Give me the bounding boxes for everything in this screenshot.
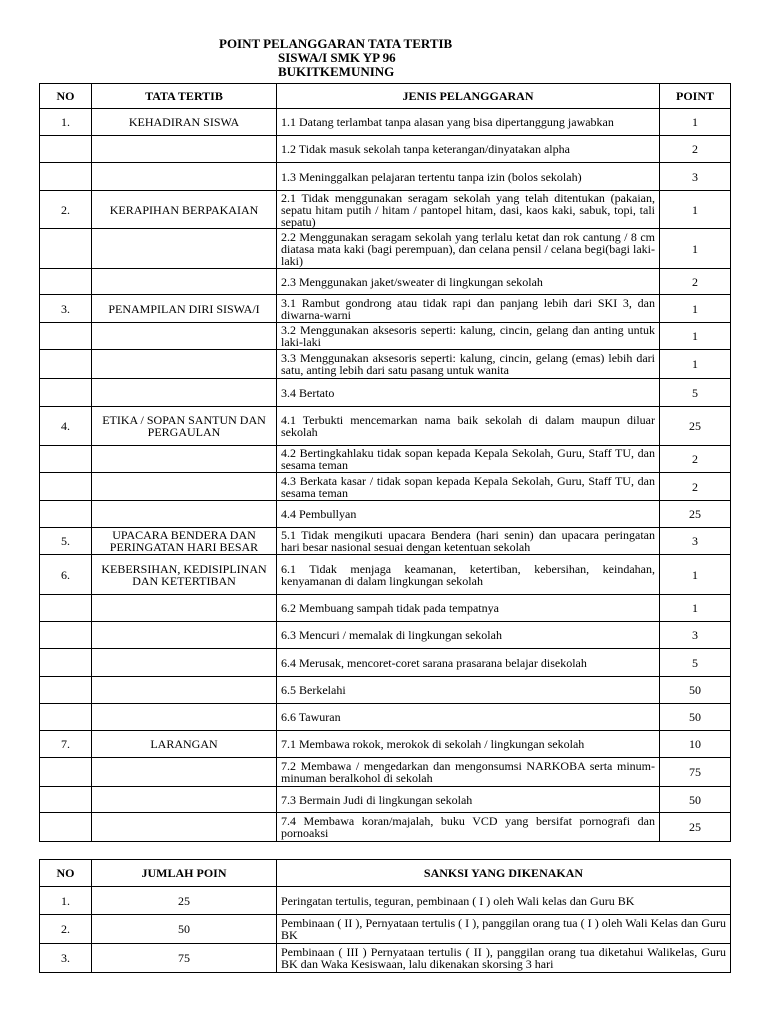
row-number: [40, 622, 92, 649]
row-category: [92, 787, 277, 813]
row-point: 50: [660, 677, 731, 704]
row-number: [40, 501, 92, 528]
row-violation: 6.2 Membuang sampah tidak pada tempatnya: [277, 595, 660, 622]
row-point: 2: [660, 446, 731, 473]
sanction-points: 75: [92, 944, 277, 973]
row-category: [92, 473, 277, 501]
sanction-row: [40, 944, 731, 973]
row-category: [92, 323, 277, 350]
row-violation: 5.1 Tidak mengikuti upacara Bendera (hari senin) dan upacara peringatan hari besar nasional sesuai dengan ketentuan sekolah: [277, 528, 660, 555]
row-category: KEBERSIHAN, KEDISIPLINAN DAN KETERTIBAN: [92, 555, 277, 595]
row-violation: 3.3 Menggunakan aksesoris seperti: kalung, cincin, gelang (emas) lebih dari satu, anting lebih dari satu pasang untuk wanita: [277, 350, 660, 379]
row-number: [40, 677, 92, 704]
row-category: [92, 379, 277, 407]
row-number: [40, 813, 92, 842]
row-violation: 7.3 Bermain Judi di lingkungan sekolah: [277, 787, 660, 813]
row-category: [92, 813, 277, 842]
row-number: 2.: [40, 191, 92, 229]
row-number: [40, 379, 92, 407]
row-violation: 7.1 Membawa rokok, merokok di sekolah / lingkungan sekolah: [277, 731, 660, 758]
table-header-row: [40, 84, 731, 109]
row-category: [92, 269, 277, 295]
row-violation: 1.1 Datang terlambat tanpa alasan yang bisa dipertanggung jawabkan: [277, 109, 660, 136]
row-number: [40, 595, 92, 622]
row-number: 7.: [40, 731, 92, 758]
row-point: 50: [660, 787, 731, 813]
row-point: 2: [660, 473, 731, 501]
table-row: [40, 323, 731, 350]
sanction-text: Pembinaan ( III ) Pernyataan tertulis ( II ), panggilan orang tua diketahui Walikelas, Guru BK dan Waka Kesiswaan, lalu dikenakan skorsing 3 hari: [277, 944, 731, 973]
row-number: [40, 136, 92, 163]
row-category: PENAMPILAN DIRI SISWA/I: [92, 295, 277, 323]
row-violation: 4.2 Bertingkahlaku tidak sopan kepada Kepala Sekolah, Guru, Staff TU, dan sesama teman: [277, 446, 660, 473]
row-point: 1: [660, 191, 731, 229]
row-point: 2: [660, 269, 731, 295]
table-row: [40, 787, 731, 813]
row-category: [92, 163, 277, 191]
row-point: 5: [660, 379, 731, 407]
row-point: 75: [660, 758, 731, 787]
table-row: [40, 649, 731, 677]
row-point: 1: [660, 595, 731, 622]
row-category: [92, 136, 277, 163]
row-point: 25: [660, 407, 731, 446]
row-violation: 1.2 Tidak masuk sekolah tanpa keterangan/dinyatakan alpha: [277, 136, 660, 163]
row-violation: 6.1 Tidak menjaga keamanan, ketertiban, kebersihan, keindahan, kenyamanan di dalam lingkungan sekolah: [277, 555, 660, 595]
row-point: 2: [660, 136, 731, 163]
row-category: [92, 350, 277, 379]
row-point: 3: [660, 163, 731, 191]
row-category: KERAPIHAN BERPAKAIAN: [92, 191, 277, 229]
row-violation: 6.6 Tawuran: [277, 704, 660, 731]
sanction-header-row: [40, 860, 731, 887]
table-row: [40, 501, 731, 528]
table-row: [40, 731, 731, 758]
row-point: 1: [660, 229, 731, 269]
table-row: [40, 677, 731, 704]
table-row: [40, 407, 731, 446]
header-point: POINT: [660, 84, 731, 109]
row-violation: 6.5 Berkelahi: [277, 677, 660, 704]
row-violation: 7.2 Membawa / mengedarkan dan mengonsumsi NARKOBA serta minum-minuman beralkohol di sekolah: [277, 758, 660, 787]
header-jenis-pelanggaran: JENIS PELANGGARAN: [277, 84, 660, 109]
sanction-number: 2.: [40, 915, 92, 944]
row-point: 3: [660, 528, 731, 555]
row-number: [40, 649, 92, 677]
row-violation: 2.2 Menggunakan seragam sekolah yang terlalu ketat dan rok cantung / 8 cm diatasa mata kaki (bagi perempuan), dan celana pensil / celana begi(bagi laki-laki): [277, 229, 660, 269]
row-point: 5: [660, 649, 731, 677]
sanction-number: 3.: [40, 944, 92, 973]
table-row: [40, 191, 731, 229]
table-row: [40, 350, 731, 379]
header-tata-tertib: TATA TERTIB: [92, 84, 277, 109]
title-line-2: SISWA/I SMK YP 96: [278, 50, 396, 65]
table-row: [40, 622, 731, 649]
row-number: 3.: [40, 295, 92, 323]
row-number: [40, 269, 92, 295]
row-category: KEHADIRAN SISWA: [92, 109, 277, 136]
table-row: [40, 473, 731, 501]
table-row: [40, 758, 731, 787]
header-sanksi: SANKSI YANG DIKENAKAN: [277, 860, 731, 887]
table-row: [40, 595, 731, 622]
table-row: [40, 136, 731, 163]
header-jumlah-poin: JUMLAH POIN: [92, 860, 277, 887]
table-row: [40, 109, 731, 136]
row-number: [40, 323, 92, 350]
row-category: [92, 622, 277, 649]
row-violation: 2.3 Menggunakan jaket/sweater di lingkungan sekolah: [277, 269, 660, 295]
title-line-3: BUKITKEMUNING: [278, 64, 395, 79]
row-point: 50: [660, 704, 731, 731]
sanction-row: [40, 887, 731, 915]
title-line-1: POINT PELANGGARAN TATA TERTIB: [219, 36, 453, 51]
row-number: [40, 229, 92, 269]
row-violation: 6.4 Merusak, mencoret-coret sarana prasarana belajar disekolah: [277, 649, 660, 677]
row-violation: 4.3 Berkata kasar / tidak sopan kepada Kepala Sekolah, Guru, Staff TU, dan sesama teman: [277, 473, 660, 501]
row-point: 1: [660, 350, 731, 379]
row-number: [40, 350, 92, 379]
row-category: [92, 649, 277, 677]
row-number: 1.: [40, 109, 92, 136]
sanction-text: Peringatan tertulis, teguran, pembinaan ( I ) oleh Wali kelas dan Guru BK: [277, 887, 731, 915]
row-violation: 3.4 Bertato: [277, 379, 660, 407]
sanction-table: [39, 859, 731, 973]
row-number: [40, 787, 92, 813]
table-row: [40, 269, 731, 295]
row-category: [92, 446, 277, 473]
header-no: NO: [40, 860, 92, 887]
row-category: UPACARA BENDERA DAN PERINGATAN HARI BESAR: [92, 528, 277, 555]
row-violation: 2.1 Tidak menggunakan seragam sekolah yang telah ditentukan (pakaian, sepatu hitam putih / hitam / pantopel hitam, dasi, kaos kaki, sabuk, topi, tali sepatu): [277, 191, 660, 229]
row-number: 6.: [40, 555, 92, 595]
row-violation: 7.4 Membawa koran/majalah, buku VCD yang bersifat pornografi dan pornoaksi: [277, 813, 660, 842]
row-category: [92, 229, 277, 269]
table-row: [40, 446, 731, 473]
sanction-points: 50: [92, 915, 277, 944]
row-number: [40, 758, 92, 787]
row-category: [92, 677, 277, 704]
row-point: 1: [660, 323, 731, 350]
table-row: [40, 555, 731, 595]
row-category: ETIKA / SOPAN SANTUN DAN PERGAULAN: [92, 407, 277, 446]
row-violation: 4.4 Pembullyan: [277, 501, 660, 528]
violation-points-table: [39, 83, 731, 842]
row-violation: 3.1 Rambut gondrong atau tidak rapi dan panjang lebih dari SKI 3, dan diwarna-warni: [277, 295, 660, 323]
row-point: 1: [660, 109, 731, 136]
row-point: 25: [660, 501, 731, 528]
row-number: [40, 704, 92, 731]
sanction-points: 25: [92, 887, 277, 915]
table-row: [40, 528, 731, 555]
row-number: [40, 473, 92, 501]
row-violation: 4.1 Terbukti mencemarkan nama baik sekolah di dalam maupun diluar sekolah: [277, 407, 660, 446]
row-point: 25: [660, 813, 731, 842]
row-category: [92, 501, 277, 528]
violation-rows: [40, 109, 731, 842]
sanction-number: 1.: [40, 887, 92, 915]
row-point: 10: [660, 731, 731, 758]
row-violation: 3.2 Menggunakan aksesoris seperti: kalung, cincin, gelang dan anting untuk laki-laki: [277, 323, 660, 350]
row-category: [92, 704, 277, 731]
row-number: 5.: [40, 528, 92, 555]
row-number: 4.: [40, 407, 92, 446]
table-row: [40, 379, 731, 407]
row-point: 1: [660, 555, 731, 595]
header-no: NO: [40, 84, 92, 109]
table-row: [40, 229, 731, 269]
table-row: [40, 813, 731, 842]
row-point: 1: [660, 295, 731, 323]
row-point: 3: [660, 622, 731, 649]
row-violation: 1.3 Meninggalkan pelajaran tertentu tanpa izin (bolos sekolah): [277, 163, 660, 191]
row-category: [92, 758, 277, 787]
row-number: [40, 446, 92, 473]
sanction-text: Pembinaan ( II ), Pernyataan tertulis ( I ), panggilan orang tua ( I ) oleh Wali Kelas dan Guru BK: [277, 915, 731, 944]
row-violation: 6.3 Mencuri / memalak di lingkungan sekolah: [277, 622, 660, 649]
row-category: [92, 595, 277, 622]
table-row: [40, 295, 731, 323]
row-number: [40, 163, 92, 191]
sanction-row: [40, 915, 731, 944]
table-row: [40, 163, 731, 191]
table-row: [40, 704, 731, 731]
sanction-rows: [40, 887, 731, 973]
row-category: LARANGAN: [92, 731, 277, 758]
